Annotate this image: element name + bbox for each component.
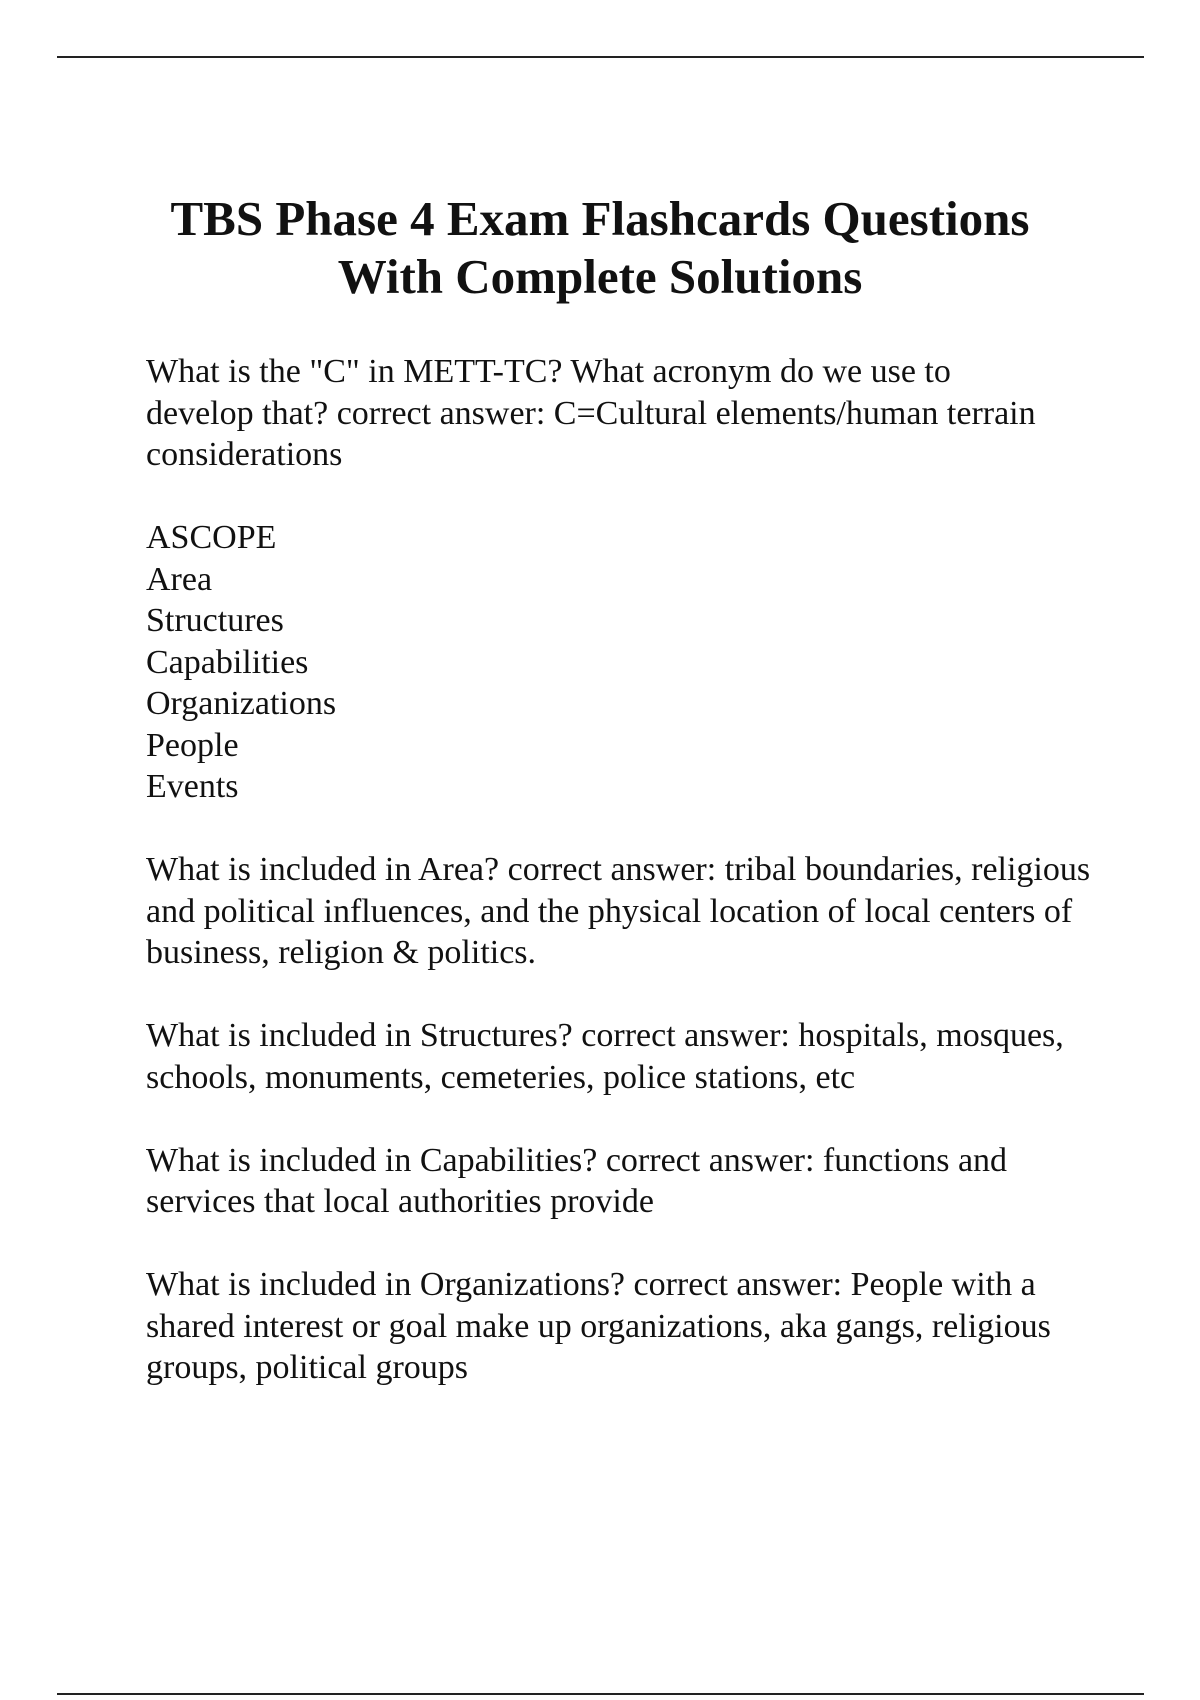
document-body xyxy=(146,351,1106,1430)
ascope-item: Events xyxy=(146,768,239,805)
top-rule xyxy=(57,56,1144,58)
qa-paragraph: What is included in Organizations? correct answer: People with a shared interest or goal make up organizations, aka gangs, religious groups, political groups xyxy=(146,1266,1051,1386)
ascope-item: Organizations xyxy=(146,685,337,722)
ascope-item: People xyxy=(146,726,239,764)
bottom-rule xyxy=(57,1693,1144,1695)
title-line-1: TBS Phase 4 Exam Flashcards Questions xyxy=(170,191,1030,246)
ascope-item: Area xyxy=(146,560,213,598)
qa-paragraph: What is the "C" in METT-TC? What acronym do we use to develop that? correct answer: C=Cultural elements/human terrain considerations xyxy=(146,353,1036,473)
ascope-heading: ASCOPE xyxy=(146,519,277,556)
ascope-item: Capabilities xyxy=(146,643,309,681)
qa-paragraph: What is included in Capabilities? correct answer: functions and services that local authorities provide xyxy=(146,1141,1008,1220)
document-title xyxy=(100,190,1100,306)
qa-paragraph: What is included in Area? correct answer: tribal boundaries, religious and political influences, and the physical location of local centers of business, religion & politics. xyxy=(146,851,1091,971)
title-line-2: With Complete Solutions xyxy=(337,249,863,304)
ascope-item: Structures xyxy=(146,602,284,639)
qa-paragraph: What is included in Structures? correct answer: hospitals, mosques, schools, monuments, cemeteries, police stations, etc xyxy=(146,1017,1064,1096)
ascope-list xyxy=(146,517,1106,808)
